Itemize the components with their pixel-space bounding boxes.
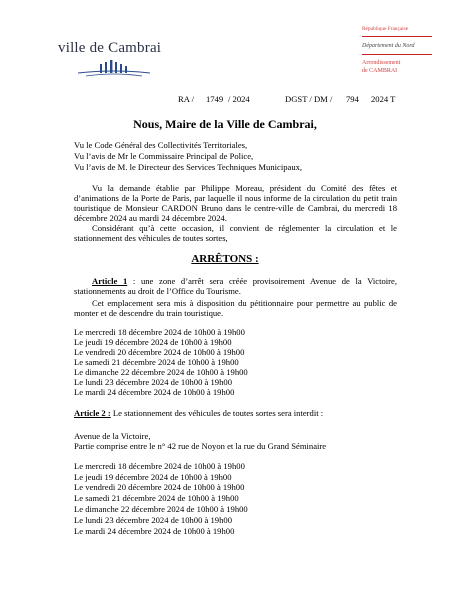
order-year: 2024 T: [371, 94, 396, 104]
article-2-date: Le jeudi 19 décembre 2024 de 10h00 à 19h00: [74, 472, 232, 482]
vu-line: Vu l’avis de Mr le Commissaire Principal de Police,: [74, 151, 254, 161]
article-2-place: Avenue de la Victoire,: [74, 431, 151, 441]
article-1-paragraph-line: monter et de descendre du train touristique.: [74, 308, 224, 318]
order-number: 794: [346, 94, 359, 104]
article-1-label: Article 1: [92, 276, 128, 286]
arretons-heading: ARRÊTONS :: [191, 253, 259, 265]
city-logo-text: ville de Cambrai: [58, 40, 162, 56]
article-2-label: Article 2 :: [74, 408, 111, 418]
departement-label: Département du Nord: [362, 43, 415, 49]
considering-paragraph-line: stationnement des véhicules de toutes sortes,: [74, 233, 228, 243]
vu-line: Vu le Code Général des Collectivités Territoriales,: [74, 140, 248, 150]
ra-year: / 2024: [228, 94, 250, 104]
ra-prefix: RA /: [178, 94, 194, 104]
request-paragraph-line: d’animations de la Porte de Paris, par laquelle il nous informe de la circulation du petit train: [74, 193, 397, 203]
article-1-date: Le samedi 21 décembre 2024 de 10h00 à 19h00: [74, 357, 239, 367]
article-1-date: Le lundi 23 décembre 2024 de 10h00 à 19h00: [74, 377, 232, 387]
article-1-date: Le mardi 24 décembre 2024 de 10h00 à 19h00: [74, 387, 235, 397]
article-1-date: Le dimanche 22 décembre 2024 de 10h00 à 19h00: [74, 367, 248, 377]
article-2-date: Le samedi 21 décembre 2024 de 10h00 à 19h00: [74, 493, 239, 503]
article-1-paragraph-line: Cet emplacement sera mis à disposition du pétitionnaire pour permettre au public de: [92, 298, 397, 308]
arrondissement-label: Arrondissement: [362, 60, 401, 66]
service-reference: DGST / DM /: [285, 94, 333, 104]
request-paragraph-line: décembre 2024 au mardi 24 décembre 2024.: [74, 213, 227, 223]
article-2-section: Partie comprise entre le n° 42 rue de Noyon et la rue du Grand Séminaire: [74, 441, 327, 451]
ra-number: 1749: [206, 94, 224, 104]
republique-francaise-label: République Française: [362, 26, 409, 32]
article-2-first-line: [74, 408, 323, 418]
request-paragraph-line: Vu la demande établie par Philippe Moreau, président du Comité des fêtes et: [92, 183, 397, 193]
arrondissement-name: de CAMBRAI: [362, 68, 398, 74]
vu-line: Vu l’avis de M. le Directeur des Services Techniques Municipaux,: [74, 162, 303, 172]
article-1-text: : une zone d’arrêt sera créée provisoirement Avenue de la Victoire,: [127, 276, 397, 286]
header-divider: [362, 36, 432, 37]
article-1-date: Le jeudi 19 décembre 2024 de 10h00 à 19h00: [74, 337, 232, 347]
request-paragraph-line: touristique de Monsieur CARDON Bruno dans le centre-ville de Cambrai, du mercredi 18: [74, 203, 397, 213]
header-divider: [362, 54, 432, 55]
article-2-date: Le mardi 24 décembre 2024 de 10h00 à 19h00: [74, 526, 235, 536]
article-2-text: Le stationnement des véhicules de toutes sortes sera interdit :: [110, 408, 324, 418]
article-2-date: Le mercredi 18 décembre 2024 de 10h00 à 19h00: [74, 461, 245, 471]
document-title: Nous, Maire de la Ville de Cambrai,: [133, 117, 317, 131]
article-1-first-line: [92, 276, 397, 286]
article-1-date: Le mercredi 18 décembre 2024 de 10h00 à 19h00: [74, 327, 245, 337]
article-2-date: Le lundi 23 décembre 2024 de 10h00 à 19h00: [74, 515, 232, 525]
article-2-date: Le vendredi 20 décembre 2024 de 10h00 à 19h00: [74, 482, 245, 492]
article-1-date: Le vendredi 20 décembre 2024 de 10h00 à 19h00: [74, 347, 245, 357]
article-2-date: Le dimanche 22 décembre 2024 de 10h00 à 19h00: [74, 504, 248, 514]
city-logo-icon: [78, 60, 150, 78]
article-1-line: stationnements au droit de l’Office du Tourisme.: [74, 286, 241, 296]
considering-paragraph-line: Considérant qu’à cette occasion, il convient de réglementer la circulation et le: [92, 223, 397, 233]
